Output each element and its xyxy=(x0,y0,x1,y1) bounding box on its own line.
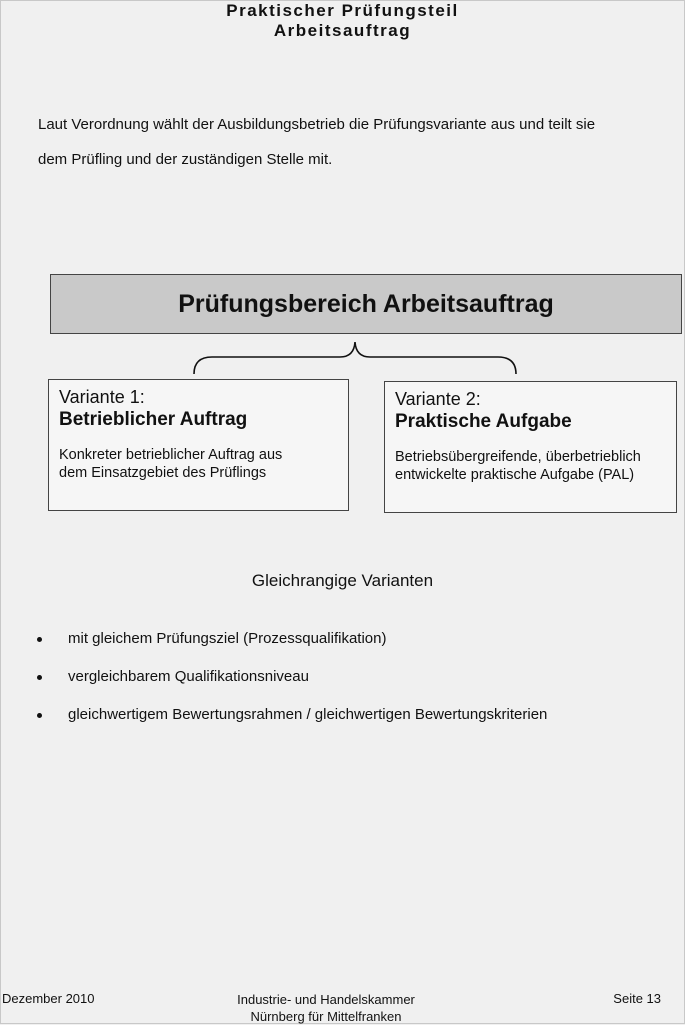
bullet-icon xyxy=(37,713,42,718)
variant-name: Variante 2: xyxy=(395,389,481,409)
variant-description xyxy=(59,446,338,482)
list-item-text: gleichwertigem Bewertungsrahmen / gleichwertigen Bewertungskriterien xyxy=(68,706,548,723)
section-heading: Gleichrangige Varianten xyxy=(251,571,434,590)
bullet-icon xyxy=(37,637,42,642)
list-item xyxy=(37,705,547,743)
variant-title: Betrieblicher Auftrag xyxy=(59,409,248,430)
list-item-text: mit gleichem Prüfungsziel (Prozessqualifikation) xyxy=(68,630,387,647)
variant-description xyxy=(395,448,666,484)
footer-organization xyxy=(200,991,452,1025)
variant-title: Praktische Aufgabe xyxy=(395,411,572,432)
curly-brace-icon xyxy=(190,336,520,376)
footer-org-line-1: Industrie- und Handelskammer xyxy=(237,992,415,1007)
footer-page-number: Seite 13 xyxy=(613,991,661,1006)
variant-desc-line-2: dem Einsatzgebiet des Prüflings xyxy=(59,465,267,481)
page-subtitle: Arbeitsauftrag xyxy=(273,21,412,40)
bullet-icon xyxy=(37,675,42,680)
variant-desc-line-2: entwickelte praktische Aufgabe (PAL) xyxy=(395,467,635,483)
variant-desc-line-1: Betriebsübergreifende, überbetrieblich xyxy=(395,449,641,465)
list-item xyxy=(37,667,547,705)
list-item-text: vergleichbarem Qualifikationsniveau xyxy=(68,668,309,685)
footer-org-line-2: Nürnberg für Mittelfranken xyxy=(250,1009,402,1024)
variant-desc-line-1: Konkreter betrieblicher Auftrag aus xyxy=(59,447,283,463)
variant-box-1 xyxy=(48,379,349,511)
bullet-list xyxy=(37,629,547,743)
variant-box-2 xyxy=(384,381,677,513)
variant-name: Variante 1: xyxy=(59,387,145,407)
list-item xyxy=(37,629,547,667)
footer-date: Dezember 2010 xyxy=(2,991,95,1006)
page-title: Praktischer Prüfungsteil xyxy=(226,1,459,20)
intro-line-1: Laut Verordnung wählt der Ausbildungsbetrieb die Prüfungsvariante aus und teilt sie xyxy=(38,116,596,133)
diagram-banner: Prüfungsbereich Arbeitsauftrag xyxy=(50,274,682,334)
intro-line-2: dem Prüfling und der zuständigen Stelle mit. xyxy=(38,151,333,168)
